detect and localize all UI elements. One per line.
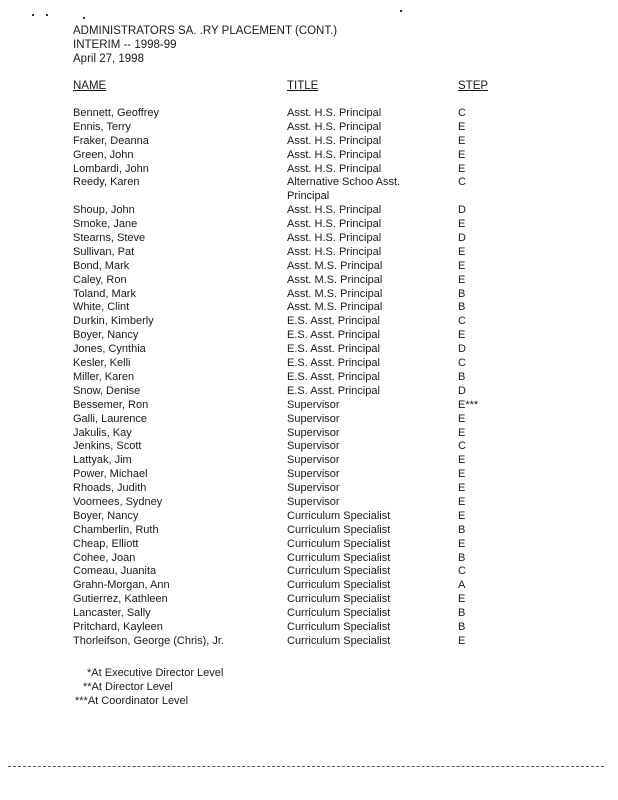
row-step: C: [458, 315, 466, 328]
row-name: Thorleifson, George (Chris), Jr.: [73, 634, 224, 647]
row-step: E: [458, 329, 466, 342]
row-step: B: [458, 301, 466, 314]
column-header-title: TITLE: [287, 80, 319, 92]
row-step: B: [458, 551, 466, 564]
row-step: A: [458, 579, 466, 592]
scan-speck: [46, 14, 48, 16]
row-name: Shoup, John: [73, 204, 135, 217]
row-name: Jakulis, Kay: [73, 426, 132, 439]
row-step: E: [458, 426, 466, 439]
row-name: Ennis, Terry: [73, 120, 131, 133]
row-step: E: [458, 412, 466, 425]
row-title: Asst. H.S. Principal: [287, 218, 382, 231]
row-step: B: [458, 607, 466, 620]
document-date: April 27, 1998: [73, 53, 144, 65]
table-row: [0, 176, 618, 204]
row-name: Lancaster, Sally: [73, 607, 151, 620]
row-step: E: [458, 148, 466, 161]
row-title: Supervisor: [287, 426, 340, 439]
row-step: E: [458, 468, 466, 481]
row-name: Stearns, Steve: [73, 232, 146, 245]
row-step: E: [458, 495, 466, 508]
row-step: B: [458, 620, 466, 633]
row-name: Lombardi, John: [73, 162, 149, 175]
row-title: Asst. M.S. Principal: [287, 301, 383, 314]
table-row: [0, 579, 618, 593]
table-row: [0, 399, 618, 413]
table-row: [0, 246, 618, 260]
row-name: Sullivan, Pat: [73, 245, 135, 258]
row-name: Durkin, Kimberly: [73, 315, 154, 328]
footnote-executive-director: *At Executive Director Level: [87, 667, 224, 679]
table-row: [0, 232, 618, 246]
row-name: Smoke, Jane: [73, 218, 138, 231]
table-row: [0, 538, 618, 552]
document-subtitle: INTERIM -- 1998-99: [73, 39, 177, 51]
row-step: D: [458, 232, 466, 245]
row-title: Asst. M.S. Principal: [287, 259, 383, 272]
table-row: [0, 329, 618, 343]
row-name: Snow, Denise: [73, 384, 141, 397]
row-step: E: [458, 245, 466, 258]
table-row: [0, 371, 618, 385]
row-step: C: [458, 107, 466, 119]
row-step: C: [458, 440, 466, 453]
table-row: [0, 552, 618, 566]
row-title: Supervisor: [287, 454, 340, 467]
row-title: Asst. H.S. Principal: [287, 148, 382, 161]
row-title: Curriculum Specialist: [287, 579, 391, 592]
row-step: E: [458, 593, 466, 606]
row-step: E: [458, 162, 466, 175]
row-title: Asst. H.S. Principal: [287, 245, 382, 258]
row-title: Asst. H.S. Principal: [287, 204, 382, 217]
table-row: [0, 301, 618, 315]
table-row: [0, 524, 618, 538]
table-row: [0, 343, 618, 357]
row-name: Lattyak, Jim: [73, 454, 132, 467]
table-row: [0, 496, 618, 510]
row-name: Reedy, Karen: [73, 176, 140, 189]
row-name: Bond, Mark: [73, 259, 130, 272]
row-title: Curriculum Specialist: [287, 551, 391, 564]
row-name: Grahn-Morgan, Ann: [73, 579, 170, 592]
row-step: E: [458, 509, 466, 522]
row-title: Supervisor: [287, 495, 340, 508]
table-row: [0, 163, 618, 177]
document-header: [73, 24, 337, 66]
row-title: Alternative Schoo Asst. Principal: [287, 176, 401, 203]
table-row: [0, 607, 618, 621]
row-title: Asst. H.S. Principal: [287, 232, 382, 245]
row-step: E: [458, 454, 466, 467]
table-row: [0, 135, 618, 149]
row-step: C: [458, 176, 466, 189]
row-title: Supervisor: [287, 440, 340, 453]
table-row: [0, 107, 618, 121]
table-row: [0, 593, 618, 607]
row-title: Curriculum Specialist: [287, 634, 391, 647]
row-name: Galli, Laurence: [73, 412, 147, 425]
row-step: E: [458, 482, 466, 495]
table-row: [0, 260, 618, 274]
table-row: [0, 565, 618, 579]
row-step: B: [458, 523, 466, 536]
row-name: Rhoads, Judith: [73, 482, 147, 495]
row-step: E: [458, 134, 466, 147]
column-header-step: STEP: [458, 80, 489, 92]
row-step: E: [458, 634, 466, 647]
row-title: Asst. H.S. Principal: [287, 162, 382, 175]
row-title: Asst. H.S. Principal: [287, 120, 382, 133]
row-name: Chamberlin, Ruth: [73, 523, 159, 536]
row-step: E: [458, 537, 466, 550]
table-row: [0, 274, 618, 288]
row-name: Jones, Cynthia: [73, 343, 146, 356]
row-name: Power, Michael: [73, 468, 148, 481]
row-step: D: [458, 343, 466, 356]
row-title: E.S. Asst. Principal: [287, 315, 380, 328]
row-name: Bennett, Geoffrey: [73, 107, 160, 119]
row-title: Asst. H.S. Principal: [287, 134, 382, 147]
row-name: Comeau, Juanita: [73, 565, 157, 578]
row-name: Cheap, Elliott: [73, 537, 139, 550]
table-row: [0, 454, 618, 468]
row-step: D: [458, 384, 466, 397]
table-row: [0, 635, 618, 649]
row-name: Caley, Ron: [73, 273, 127, 286]
row-step: E: [458, 218, 466, 231]
row-title: Curriculum Specialist: [287, 537, 391, 550]
row-name: Cohee, Joan: [73, 551, 136, 564]
table-row: [0, 385, 618, 399]
row-step: E: [458, 259, 466, 272]
row-title: E.S. Asst. Principal: [287, 370, 380, 383]
footnote-director: **At Director Level: [83, 681, 173, 693]
table-row: [0, 621, 618, 635]
footnotes: [73, 666, 223, 708]
table-row: [0, 357, 618, 371]
row-title: E.S. Asst. Principal: [287, 343, 380, 356]
row-step: C: [458, 565, 466, 578]
table-row: [0, 204, 618, 218]
scan-speck: [83, 17, 85, 19]
row-title: E.S. Asst. Principal: [287, 384, 380, 397]
table-row: [0, 482, 618, 496]
table-row: [0, 315, 618, 329]
row-name: Miller, Karen: [73, 370, 135, 383]
row-title: Curriculum Specialist: [287, 509, 391, 522]
column-header-name: NAME: [73, 80, 107, 92]
table-row: [0, 510, 618, 524]
row-step: D: [458, 204, 466, 217]
row-name: Fraker, Deanna: [73, 134, 149, 147]
row-name: Gutierrez, Kathleen: [73, 593, 168, 606]
table-row: [0, 413, 618, 427]
row-name: White, Clint: [73, 301, 130, 314]
row-name: Pritchard, Kayleen: [73, 620, 163, 633]
row-step: B: [458, 287, 466, 300]
table-row: [0, 288, 618, 302]
row-name: Voornees, Sydney: [73, 495, 163, 508]
document-title: ADMINISTRATORS SA. .RY PLACEMENT (CONT.): [73, 25, 338, 37]
row-name: Jenkins, Scott: [73, 440, 142, 453]
row-title: Supervisor: [287, 482, 340, 495]
row-title: E.S. Asst. Principal: [287, 329, 380, 342]
scan-speck: [32, 14, 34, 16]
row-title: Asst. H.S. Principal: [287, 107, 382, 119]
row-title: Supervisor: [287, 412, 340, 425]
row-step: E***: [458, 398, 479, 411]
row-name: Bessemer, Ron: [73, 398, 149, 411]
table-row: [0, 440, 618, 454]
row-title: Curriculum Specialist: [287, 523, 391, 536]
row-name: Toland, Mark: [73, 287, 136, 300]
footnote-coordinator: ***At Coordinator Level: [75, 695, 189, 707]
table-row: [0, 427, 618, 441]
row-name: Green, John: [73, 148, 134, 161]
row-title: Supervisor: [287, 398, 340, 411]
row-title: Curriculum Specialist: [287, 607, 391, 620]
row-title: Asst. M.S. Principal: [287, 287, 383, 300]
placement-table: [0, 107, 618, 649]
row-title: Curriculum Specialist: [287, 565, 391, 578]
table-row: [0, 218, 618, 232]
row-title: Curriculum Specialist: [287, 620, 391, 633]
table-row: [0, 468, 618, 482]
row-title: Supervisor: [287, 468, 340, 481]
table-row: [0, 149, 618, 163]
row-step: C: [458, 357, 466, 370]
row-step: B: [458, 370, 466, 383]
scan-speck: [400, 10, 402, 12]
row-step: E: [458, 120, 466, 133]
row-step: E: [458, 273, 466, 286]
row-title: Asst. M.S. Principal: [287, 273, 383, 286]
row-name: Boyer, Nancy: [73, 329, 139, 342]
table-row: [0, 121, 618, 135]
page-bottom-rule: [8, 766, 604, 767]
row-title: Curriculum Specialist: [287, 593, 391, 606]
row-title: E.S. Asst. Principal: [287, 357, 380, 370]
row-name: Kesler, Kelli: [73, 357, 131, 370]
row-name: Boyer, Nancy: [73, 509, 139, 522]
